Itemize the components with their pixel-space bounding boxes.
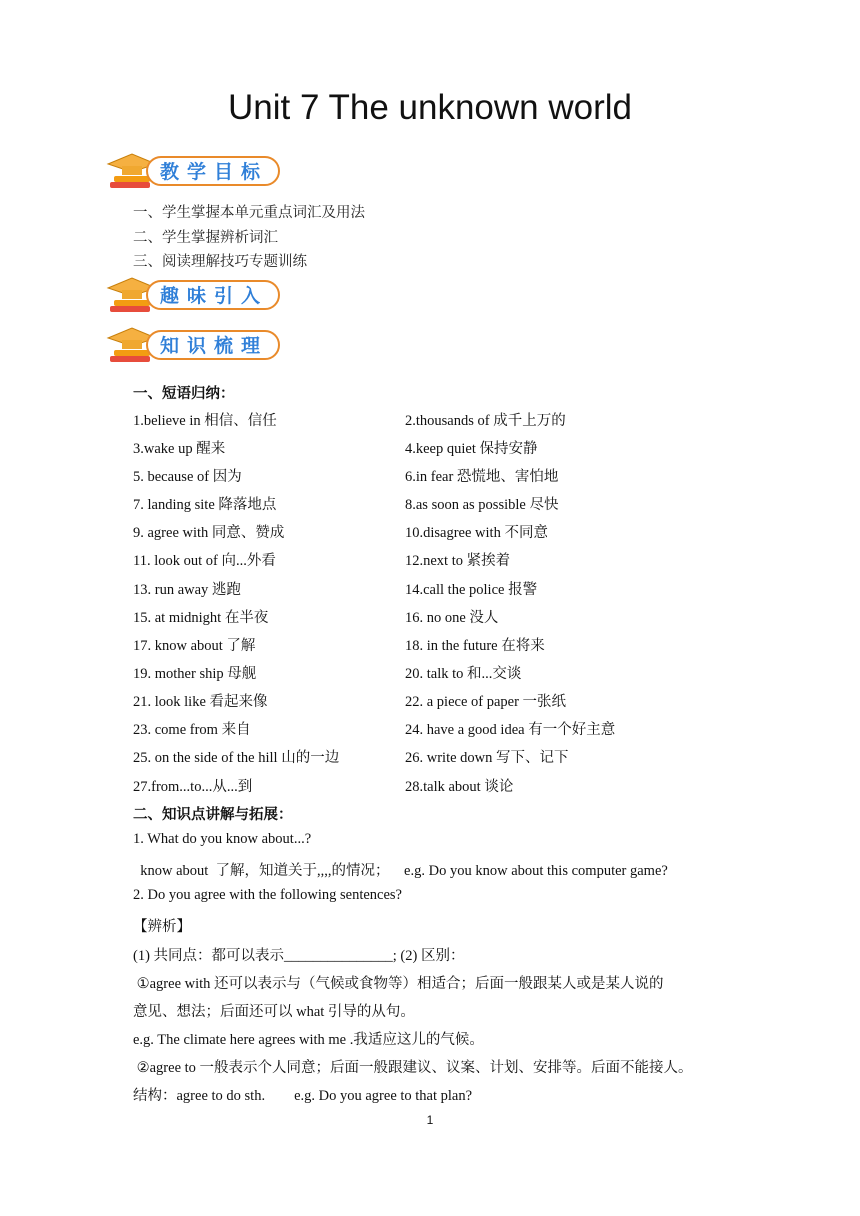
phrase-item: 26. write down 写下、记下	[405, 750, 569, 766]
section-heading-phrases: 一、短语归纳：	[133, 386, 235, 402]
phrase-item: 2.thousands of 成千上万的	[405, 413, 566, 429]
phrase-item: 21. look like 看起来像	[133, 694, 268, 710]
banner-label: 趣味引入	[159, 285, 268, 307]
phrase-item: 5. because of 因为	[133, 469, 242, 485]
phrase-item: 10.disagree with 不同意	[405, 525, 548, 541]
phrase-item: 12.next to 紧挨着	[405, 553, 511, 569]
phrase-item: 13. run away 逃跑	[133, 582, 241, 598]
phrase-item: 14.call the police 报警	[405, 582, 538, 598]
section-heading-knowledge: 二、知识点讲解与拓展：	[133, 807, 293, 823]
phrase-item: 6.in fear 恐慌地、害怕地	[405, 469, 559, 485]
phrase-item: 9. agree with 同意、赞成	[133, 525, 285, 541]
phrase-item: 28.talk about 谈论	[405, 779, 514, 795]
knowledge-line: know about 了解，知道关于,,,,的情况； e.g. Do you know about this computer game?	[133, 863, 668, 879]
knowledge-line: 意见、想法；后面还可以 what 引导的从句。	[133, 1004, 415, 1020]
goal-item: 二、学生掌握辨析词汇	[133, 230, 278, 246]
phrase-item: 17. know about 了解	[133, 638, 256, 654]
phrase-item: 22. a piece of paper 一张纸	[405, 694, 567, 710]
phrase-item: 4.keep quiet 保持安静	[405, 441, 538, 457]
phrase-item: 25. on the side of the hill 山的一边	[133, 750, 340, 766]
knowledge-line: 2. Do you agree with the following sentences?	[133, 887, 402, 903]
knowledge-line: ①agree with 还可以表示与（气候或食物等）相适合；后面一般跟某人或是某人说的	[133, 976, 664, 992]
banner-label: 知识梳理	[159, 335, 268, 357]
phrase-item: 11. look out of 向...外看	[133, 553, 276, 569]
knowledge-line: 结构：agree to do sth. e.g. Do you agree to that plan?	[133, 1088, 473, 1104]
page-title: Unit 7 The unknown world	[227, 88, 633, 127]
phrase-item: 15. at midnight 在半夜	[133, 610, 269, 626]
knowledge-line: (1) 共同点：都可以表示_______________; (2) 区别：	[133, 948, 465, 964]
phrase-item: 27.from...to...从...到	[133, 779, 253, 795]
banner-knowledge	[104, 324, 282, 370]
phrase-item: 24. have a good idea 有一个好主意	[405, 722, 616, 738]
phrase-item: 1.believe in 相信、信任	[133, 413, 277, 429]
banner-label: 教学目标	[159, 161, 268, 183]
knowledge-line: ②agree to 一般表示个人同意；后面一般跟建议、议案、计划、安排等。后面不能接人。	[133, 1060, 693, 1076]
phrase-item: 3.wake up 醒来	[133, 441, 226, 457]
phrase-item: 19. mother ship 母舰	[133, 666, 257, 682]
phrase-item: 23. come from 来自	[133, 722, 251, 738]
knowledge-line: 1. What do you know about...?	[133, 831, 312, 847]
phrase-item: 8.as soon as possible 尽快	[405, 497, 559, 513]
phrase-item: 16. no one 没人	[405, 610, 499, 626]
knowledge-line: e.g. The climate here agrees with me .我适应这儿的气候。	[133, 1032, 484, 1048]
goal-item: 一、学生掌握本单元重点词汇及用法	[133, 205, 365, 221]
knowledge-line: 【辨析】	[133, 919, 191, 935]
phrase-item: 7. landing site 降落地点	[133, 497, 277, 513]
banner-intro	[104, 274, 282, 320]
phrase-item: 18. in the future 在将来	[405, 638, 545, 654]
phrase-item: 20. talk to 和...交谈	[405, 666, 522, 682]
goal-item: 三、阅读理解技巧专题训练	[133, 254, 307, 270]
page-number: 1	[426, 1113, 434, 1127]
banner-goals	[104, 150, 282, 196]
